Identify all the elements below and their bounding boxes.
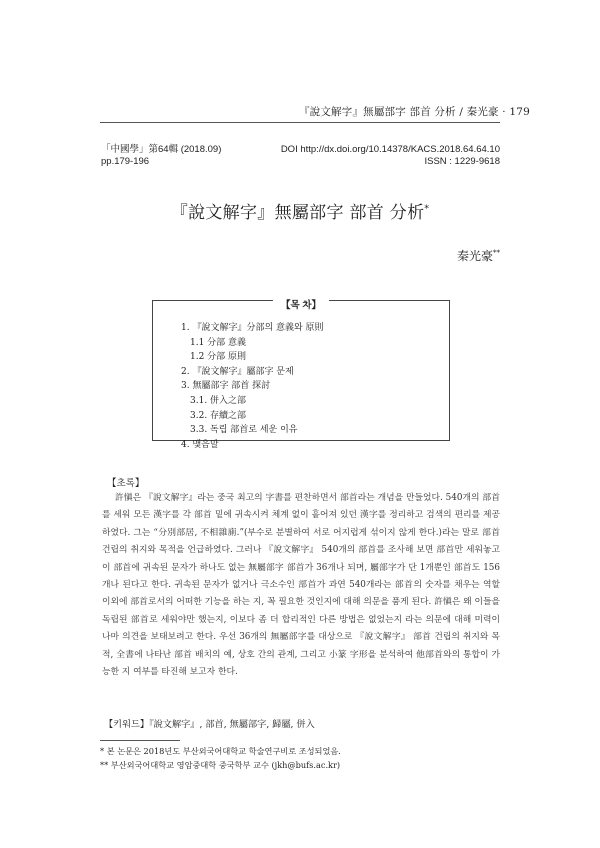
header-divider [100,122,500,123]
footnote-divider [100,740,180,741]
toc-list [181,321,324,452]
title-footnote-mark: * [424,204,430,215]
paper-title [0,198,600,223]
running-header: 『說文解字』無屬部字 部首 分析 / 秦光豪 · 179 [298,106,530,118]
footnotes [100,744,341,772]
toc-item: 1.1 分部 意義 [190,337,247,348]
author-name [457,247,500,264]
page-range: pp.179-196 [101,156,150,167]
footnote-funding: * 본 논문은 2018년도 부산외국어대학교 학술연구비로 조성되었음. [100,746,341,756]
title-text: 『說文解字』無屬部字 部首 分析 [170,203,425,223]
toc-item: 3.3. 독립 部首로 세운 이유 [190,425,298,436]
issn: ISSN : 1229-9618 [424,156,500,167]
toc-item: 1. 『說文解字』分部의 意義와 原則 [181,323,324,333]
journal-meta [101,144,221,168]
footnote-affiliation: ** 부산외국어대학교 영암중대학 중국학부 교수 (jkh@bufs.ac.kr) [100,760,341,770]
journal-issue: 「中國學」第64輯 (2018.09) [101,144,222,155]
doi-meta [281,144,500,168]
keywords: 【키워드】『說文解字』, 部首, 無屬部字, 歸屬, 併入 [104,719,315,730]
abstract-label: 【초록】 [107,478,145,489]
toc-item: 1.2 分部 原則 [190,352,247,363]
toc-item: 2. 『說文解字』屬部字 문제 [181,366,294,377]
toc-item: 3.2. 存續之部 [190,410,247,421]
author-footnote-mark: ** [493,249,500,257]
doi-link[interactable]: DOI http://dx.doi.org/10.14378/KACS.2018.64.64.10 [280,144,500,155]
toc-heading-text: 【목 차】 [273,300,329,311]
toc-item: 3. 無屬部字 部首 探討 [181,381,271,392]
toc-item: 4. 맺음말 [181,439,219,450]
table-of-contents [152,300,450,450]
toc-item: 3.1. 併入之部 [190,395,247,406]
author-text: 秦光豪 [456,249,493,263]
abstract-body: 許愼은 『說文解字』라는 중국 최고의 字書를 편찬하면서 部首라는 개념을 만들었다. 540개의 部首를 세워 모든 漢字를 각 部首 밑에 귀속시켜 체계 없이 흩어져 있던 漢字를 정리하고 검색의 편리를 제공하였다. 그는 “分別部居, 不相雜廁.”(부수로 분별하여 서로 어지럽게 섞이지 않게 한다.)라는 말로 部首 건립의 취지와 목적을 언급하였다. 그러나 『說文解字』 540개의 部首를 조사해 보면 部首만 세워놓고 이 部首에 귀속된 문자가 하나도 없는 無屬部字 部首가 36개나 되며, 屬部字가 단 1개뿐인 部首도 156개나 된다고 한다. 귀속된 문자가 없거나 극소수인 部首가 과연 540개라는 部首의 숫자를 채우는 역할 이외에 部首로서의 어떠한 기능을 하는 지, 꼭 필요한 것인지에 대해 의문을 품게 된다. 許愼은 왜 이들을 독립된 部首로 세워야만 했는지, 이보다 좀 더 합리적인 다른 방법은 없었는지 라는 의문에 대해 미력이나마 의견을 보태보려고 한다. 우선 36개의 無屬部字를 대상으로 『說文解字』 部首 건립의 취지와 목적, 全書에 나타난 部首 배치의 예, 상호 간의 관계, 그리고 小篆 字形을 분석하여 他部首와의 통합이 가능한 지 여부를 타진해 보고자 한다. [102,493,500,678]
toc-heading [153,293,449,312]
